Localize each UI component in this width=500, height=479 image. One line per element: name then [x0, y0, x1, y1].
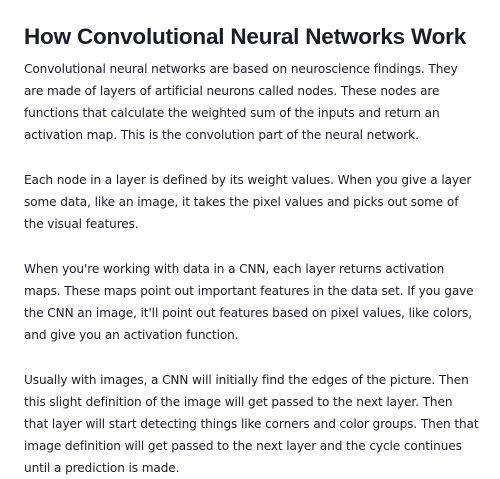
article-title: How Convolutional Neural Networks Work: [24, 24, 467, 49]
article: [24, 22, 480, 479]
article-paragraph-1: Convolutional neural networks are based on neuroscience findings. They are made of layers of artificial neurons called nodes. These nodes are functions that calculate the weighted sum of the inputs and return an activation map. This is the convolution part of the neural network.: [24, 62, 458, 142]
article-paragraph-2: Each node in a layer is defined by its weight values. When you give a layer some data, like an image, it takes the pixel values and picks out some of the visual features.: [24, 173, 472, 231]
article-paragraph-3: When you're working with data in a CNN, each layer returns activation maps. These maps point out important features in the data set. If you gave the CNN an image, it'll point out features based on pixel values, like colors, and give you an activation function.: [24, 262, 474, 342]
article-paragraph-4: Usually with images, a CNN will initially find the edges of the picture. Then this slight definition of the image will get passed to the next layer. Then that layer will start detecting things like corners and color groups. Then that image definition will get passed to the next layer and the cycle continues until a prediction is made.: [24, 373, 479, 475]
